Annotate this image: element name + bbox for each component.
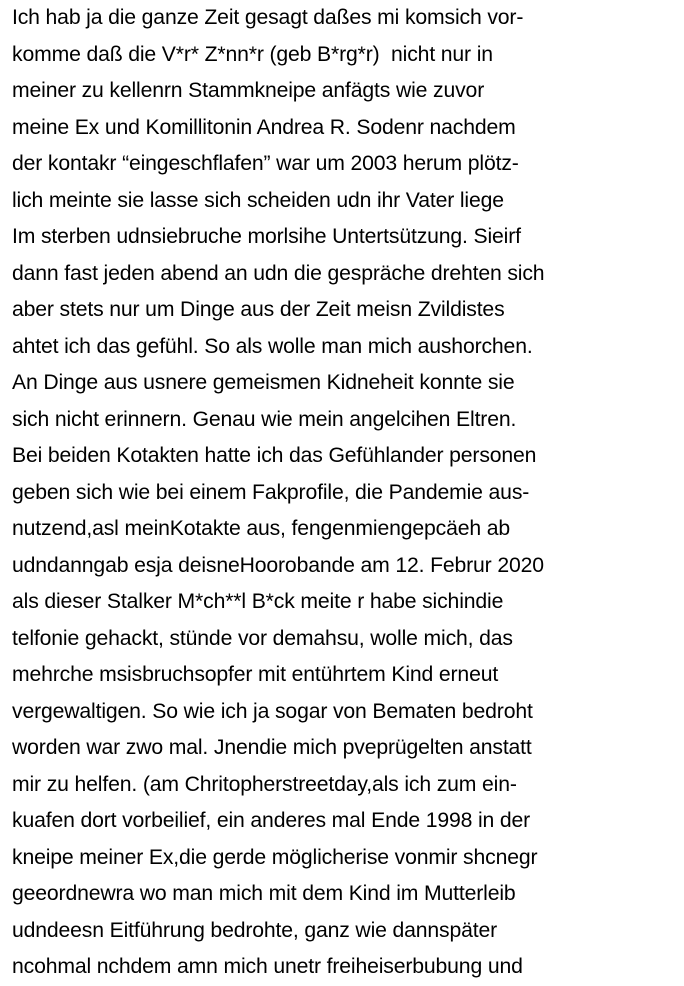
text-line: udndanngab esja deisneHoorobande am 12. Februr 2020 bbox=[12, 553, 544, 577]
text-line: aber stets nur um Dinge aus der Zeit meisn Zvildistes bbox=[12, 298, 505, 321]
text-line: kneipe meiner Ex,die gerde möglicherise vonmir shcnegr bbox=[12, 845, 538, 869]
text-line: vergewaltigen. So wie ich ja sogar von Bematen bedroht bbox=[12, 699, 533, 723]
text-line: nutzend,asl meinKotakte aus, fengenmiengepcäeh ab bbox=[12, 517, 510, 540]
text-line: ncohmal nchdem amn mich unetr freiheiserbubung und bbox=[12, 955, 523, 978]
text-line: ahtet ich das gefühl. So als wolle man mich aushorchen. bbox=[12, 334, 533, 358]
text-line: meiner zu kellenrn Stammkneipe anfägts wie zuvor bbox=[12, 79, 485, 102]
text-line: geben sich wie bei einem Fakprofile, die Pandemie aus- bbox=[12, 480, 530, 504]
text-line: Bei beiden Kotakten hatte ich das Gefühlander personen bbox=[12, 444, 537, 467]
text-line: dann fast jeden abend an udn die gespräche drehten sich bbox=[12, 261, 545, 285]
text-line: lich meinte sie lasse sich scheiden udn ihr Vater liege bbox=[12, 188, 504, 212]
text-line: geeordnewra wo man mich mit dem Kind im Mutterleib bbox=[12, 882, 516, 905]
text-line: komme daß die V*r* Z*nn*r (geb B*rg*r) nicht nur in bbox=[12, 42, 493, 66]
text-line: der kontakr “eingeschflafen” war um 2003 herum plötz- bbox=[12, 152, 519, 175]
text-line: An Dinge aus usnere gemeismen Kidneheit konnte sie bbox=[12, 371, 515, 394]
text-line: udndeesn Eitführung bedrohte, ganz wie dannspäter bbox=[12, 918, 498, 942]
body-text bbox=[12, 0, 680, 986]
text-line: telfonie gehackt, stünde vor demahsu, wolle mich, das bbox=[12, 626, 513, 650]
text-line: kuafen dort vorbeilief, ein anderes mal Ende 1998 in der bbox=[12, 809, 531, 832]
text-line: Im sterben udnsiebruche morlsihe Untertsützung. Sieirf bbox=[12, 225, 521, 248]
text-line: Ich hab ja die ganze Zeit gesagt daßes mi komsich vor- bbox=[12, 6, 524, 29]
text-line: mir zu helfen. (am Chritopherstreetday,als ich zum ein- bbox=[12, 772, 517, 796]
text-line: worden war zwo mal. Jnendie mich pveprügelten anstatt bbox=[12, 736, 532, 759]
text-line: mehrche msisbruchsopfer mit entührtem Kind erneut bbox=[12, 663, 499, 686]
text-line: meine Ex und Komillitonin Andrea R. Sodenr nachdem bbox=[12, 115, 516, 139]
text-line: sich nicht erinnern. Genau wie mein angelcihen Eltren. bbox=[12, 407, 517, 431]
text-line: als dieser Stalker M*ch**l B*ck meite r habe sichindie bbox=[12, 590, 504, 613]
